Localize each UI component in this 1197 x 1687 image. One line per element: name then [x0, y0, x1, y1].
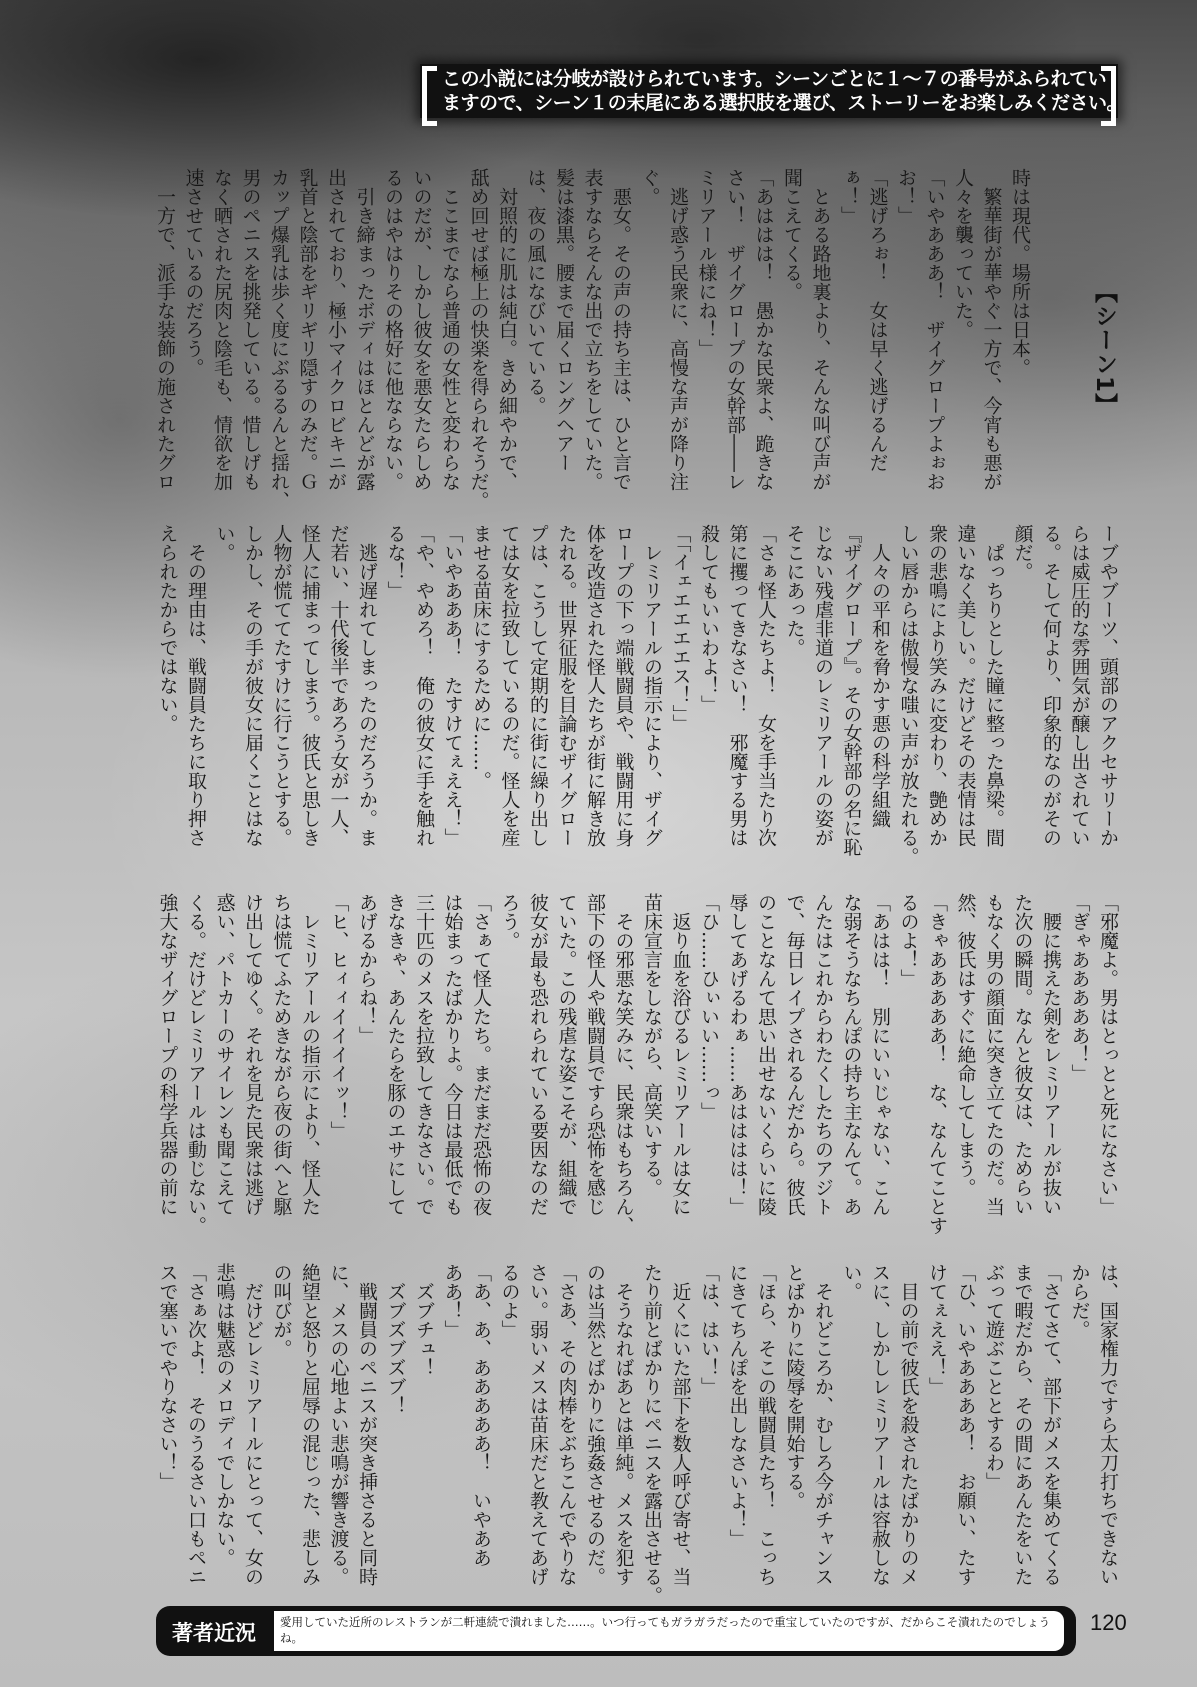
text-column: のことなんて思い出せないくらいに陵: [755, 893, 777, 1216]
text-column: だ若い、十代後半であろう女が一人、: [327, 524, 350, 847]
text-column: 人々を襲っていた。: [952, 168, 974, 339]
text-column: 絶望と怒りと屈辱の混じった、悲しみ: [299, 1263, 321, 1586]
notice-line: この小説には分岐が設けられています。シーンごとに１～７の番号がふられてい: [442, 68, 1107, 90]
text-column: 「は、はい！」: [698, 1263, 720, 1396]
text-column: 三十匹のメスを拉致してきなさい。で: [413, 893, 435, 1216]
text-column: 「「イェエエエエス！」」: [669, 524, 692, 733]
text-column: 近くにいた部下を数人呼び寄せ、当: [669, 1263, 692, 1586]
text-column: ろう。: [498, 893, 521, 950]
text-column: るのよ」: [498, 1263, 521, 1339]
text-column: ていた。この残虐な姿こそが、組織で: [555, 893, 578, 1216]
text-column: 乳首と陰部をギリギリ隠すのみだ。Ｇ: [296, 168, 319, 491]
text-column: んたはこれからわたくしたちのアジト: [812, 893, 834, 1216]
text-column: 「さあ、その肉棒をぶちこんでやりな: [555, 1263, 578, 1586]
text-column: 「いやあああ！ たすけてぇええ！」: [441, 524, 464, 847]
text-column: 彼女が最も恐れられている要因なのだ: [527, 893, 549, 1216]
text-column: たれる。世界征服を目論むザイグロー: [555, 524, 578, 847]
author-news-bar: [156, 1606, 1076, 1656]
text-column: そうなればあとは単純。メスを犯す: [612, 1263, 635, 1586]
text-column: 「さぁて怪人たち。まだまだ恐怖の夜: [470, 893, 492, 1216]
text-column: 腰に携えた剣をレミリアールが抜い: [1040, 893, 1062, 1216]
text-column: それどころか、むしろ今がチャンス: [812, 1263, 834, 1586]
text-column: 惑い、パトカーのサイレンも聞こえて: [213, 893, 236, 1216]
text-column: ロープの下っ端戦闘員や、戦闘用に身: [612, 524, 635, 847]
text-column: 髪は漆黒。腰まで届くロングヘアー: [553, 168, 575, 472]
text-column: 悲鳴は魅惑のメロディでしかない。: [213, 1263, 236, 1567]
text-column: 違いなく美しい。だけどその表情は民: [954, 524, 977, 847]
text-column: ズブズブズブ！: [384, 1263, 407, 1415]
text-column: い。: [840, 1263, 863, 1301]
text-column: 強大なザイグロープの科学兵器の前に: [156, 893, 179, 1216]
text-column: 舐め回せば極上の快楽を得られそうだ。: [467, 168, 490, 510]
text-column: 然、彼氏はすぐに絶命してしまう。: [954, 893, 977, 1197]
text-column: る。そして何より、印象的なのがその: [1040, 524, 1062, 847]
text-column: お！」: [895, 168, 917, 225]
text-column: の叫びが。: [270, 1263, 293, 1358]
text-column: 辱してあげるわぁ……あはははは！」: [726, 893, 749, 1216]
text-column: 「ひ……ひぃいい……っ」: [698, 893, 720, 1121]
branching-notice-text: [442, 67, 1125, 115]
text-column: は始まったばかりよ。今日は最低でも: [441, 893, 464, 1216]
text-column: 対照的に肌は純白。きめ細やかで、: [496, 168, 518, 491]
text-column: くる。だけどレミリアールは動じない。: [185, 893, 207, 1235]
text-column: に、メスの心地よい悲鳴が響き渡る。: [327, 1263, 350, 1586]
text-column: その邪悪な笑みに、民衆はもちろん、: [612, 893, 635, 1235]
text-column: ここまでなら普通の女性と変わらな: [439, 168, 461, 491]
author-news-label: 著者近況: [172, 1621, 256, 1645]
text-column: 「きゃあああああ！ な、なんてことす: [926, 893, 948, 1235]
text-column: 怪人に捕まってしまう。彼氏と思しき: [299, 524, 321, 847]
text-column: 「あははは！ 愚かな民衆よ、跪きな: [752, 168, 775, 491]
text-column: じない残虐非道のレミリアールの姿が: [812, 524, 834, 847]
text-column: 「ほら、そこの戦闘員たち！ こっち: [755, 1263, 777, 1586]
text-column: もなく男の顔面に突き立てたのだ。当: [983, 893, 1005, 1216]
text-column: しい唇からは傲慢な嗤い声が放たれる。: [897, 524, 920, 866]
text-column: 繁華街が華やぐ一方で、今宵も悪が: [980, 168, 1003, 491]
text-column: ては女を拉致しているのだ。怪人を産: [498, 524, 521, 847]
text-column: きなきゃ、あんたらを豚のエサにして: [384, 893, 407, 1216]
text-column: 「ヒ、ヒィィイイイイッ！」: [327, 893, 350, 1140]
text-column: 逃げ惑う民衆に、高慢な声が降り注: [667, 168, 689, 491]
text-column: 目の前で彼氏を殺されたばかりのメ: [897, 1263, 920, 1586]
text-column: 衆の悲鳴により笑みに変わり、艶めか: [926, 524, 948, 847]
scene-heading: 【シーン1】: [1091, 280, 1117, 418]
text-column: 「いやあああ！ ザイグロープよぉお: [923, 168, 946, 491]
text-column: 時は現代。場所は日本。: [1009, 168, 1031, 377]
text-column: 体を改造された怪人たちが街に解き放: [584, 524, 606, 847]
text-column: 戦闘員のペニスが突き挿さると同時: [356, 1263, 378, 1586]
text-column: さい！ ザイグロープの女幹部――レ: [724, 168, 746, 491]
text-column: 「さぁ次よ！ そのうるさい口もペニ: [185, 1263, 207, 1586]
text-column: 悪女。その声の持ち主は、ひと言で: [610, 168, 632, 491]
text-column: えられたからではない。: [156, 524, 179, 733]
page-number: 120: [1090, 1610, 1127, 1635]
text-column: とある路地裏より、そんな叫び声が: [809, 168, 832, 491]
text-column: 表すならそんな出で立ちをしていた。: [581, 168, 604, 491]
text-column: るのはやはりその格好に他ならない。: [382, 168, 404, 491]
text-column: レミリアールの指示により、怪人た: [299, 893, 321, 1216]
author-news-text: 愛用していた近所のレストランが二軒連続で潰れました……。いつ行ってもガラガラだったので重宝していたのですが、だからこそ潰れたのでしょうね。: [274, 1611, 1064, 1651]
text-column: ぁ！」: [838, 168, 860, 225]
text-column: 「ぎゃあああああ！」: [1068, 893, 1091, 1083]
text-column: レミリアールの指示により、ザイグ: [641, 524, 663, 847]
text-column: 部下の怪人や戦闘員ですら恐怖を感じ: [584, 893, 606, 1216]
text-column: るな！」: [384, 524, 407, 600]
text-column: ぱっちりとした瞳に整った鼻梁。間: [983, 524, 1005, 847]
text-column: その理由は、戦闘員たちに取り押さ: [185, 524, 207, 847]
text-column: にきてちんぽを出しなさいよ！」: [726, 1263, 749, 1548]
text-column: カップ爆乳は歩く度にぶるるんと揺れ、: [268, 168, 290, 510]
text-column: スで塞いでやりなさい！」: [156, 1263, 179, 1491]
notice-line: ますので、シーン１の末尾にある選択肢を選び、ストーリーをお楽しみください。: [442, 92, 1125, 114]
text-column: まで暇だから、その間にあんたをいた: [1011, 1263, 1034, 1586]
text-column: い。: [213, 524, 236, 562]
text-column: あげるからね！」: [356, 893, 378, 1045]
text-column: 速させているのだろう。: [182, 168, 205, 377]
text-column: け出してゆく。それを見た民衆は逃げ: [242, 893, 264, 1216]
text-column: ぶって遊ぶこととするわ」: [983, 1263, 1005, 1491]
text-column: なく晒された尻肉と陰毛も、情欲を加: [211, 168, 233, 491]
text-column: 苗床宣言をしながら、高笑いする。: [641, 893, 663, 1197]
text-column: 逃げ遅れてしまったのだろうか。ま: [356, 524, 378, 847]
text-column: 顔だ。: [1011, 524, 1034, 581]
text-column: しかし、その手が彼女に届くことはな: [242, 524, 264, 847]
text-column: 「や、やめろ！ 俺の彼女に手を触れ: [413, 524, 435, 847]
text-column: ーブやブーツ、頭部のアクセサリーか: [1097, 524, 1119, 847]
text-column: 「あはは！ 別にいいじゃない、こん: [869, 893, 891, 1216]
text-column: 聞こえてくる。: [781, 168, 803, 301]
text-column: たり前とばかりにペニスを露出させる。: [641, 1263, 663, 1605]
text-column: ああ！」: [441, 1263, 464, 1339]
text-column: 人物が慌ててたすけに行こうとする。: [270, 524, 293, 847]
text-column: 「さぁ怪人たちよ！ 女を手当たり次: [755, 524, 777, 847]
text-column: 「逃げろぉ！ 女は早く逃げるんだ: [866, 168, 889, 472]
text-column: らは威圧的な雰囲気が醸し出されてい: [1068, 524, 1091, 847]
text-column: ズブチュ！: [413, 1263, 435, 1377]
text-column: のは当然とばかりに強姦させるのだ。: [584, 1263, 606, 1586]
text-column: 出されており、極小マイクロビキニが: [325, 168, 347, 491]
text-column: からだ。: [1068, 1263, 1091, 1339]
text-column: で、毎日レイプされるんだから。彼氏: [783, 893, 806, 1216]
text-column: ませる苗床にするために……。: [470, 524, 492, 790]
text-column: 殺してもいいわよ！」: [698, 524, 720, 714]
text-column: そこにあった。: [783, 524, 806, 657]
text-column: ちは慌てふためきながら夜の街へと駆: [270, 893, 293, 1216]
text-column: は、国家権力ですら太刀打ちできない: [1097, 1263, 1119, 1586]
text-column: 第に攫ってきなさい！ 邪魔する男は: [726, 524, 749, 847]
text-column: だけどレミリアールにとって、女の: [242, 1263, 264, 1586]
text-column: いのだが、しかし彼女を悪女たらしめ: [410, 168, 433, 491]
text-column: 『ザイグロープ』。その女幹部の名に恥: [840, 524, 863, 857]
text-column: 「さてさて、部下がメスを集めてくる: [1040, 1263, 1062, 1586]
text-column: は、夜の風になびいている。: [524, 168, 547, 415]
text-column: 「ひ、いやああああ！ お願い、たす: [954, 1263, 977, 1586]
text-column: さい。弱いメスは苗床だと教えてあげ: [527, 1263, 549, 1586]
text-column: 人々の平和を脅かす悪の科学組織: [869, 524, 891, 828]
text-column: けてぇええ！」: [926, 1263, 948, 1396]
text-column: 男のペニスを挑発している。惜しげも: [239, 168, 262, 491]
text-column: 一方で、派手な装飾の施されたグロ: [154, 168, 176, 491]
text-column: ミリアール様にね！」: [695, 168, 718, 358]
text-column: 「あ、あ、あああああ！ いやああ: [470, 1263, 492, 1567]
text-column: た次の瞬間。なんと彼女は、ためらい: [1011, 893, 1034, 1216]
text-column: スに、しかしレミリアールは容赦しな: [869, 1263, 891, 1586]
text-column: 引き締まったボディはほとんどが露: [353, 168, 376, 491]
text-column: プは、こうして定期的に街に繰り出し: [527, 524, 549, 847]
text-column: ぐ。: [638, 168, 661, 206]
text-column: 「邪魔よ。男はとっとと死になさい」: [1097, 893, 1119, 1216]
left-bracket-ornament: [422, 66, 437, 126]
text-column: 返り血を浴びるレミリアールは女に: [669, 893, 692, 1216]
text-column: とばかりに陵辱を開始する。: [783, 1263, 806, 1510]
branching-notice-box: [420, 64, 1125, 118]
text-column: な弱そうなちんぽの持ち主なんて。あ: [840, 893, 863, 1216]
text-column: るのよ！」: [897, 893, 920, 988]
